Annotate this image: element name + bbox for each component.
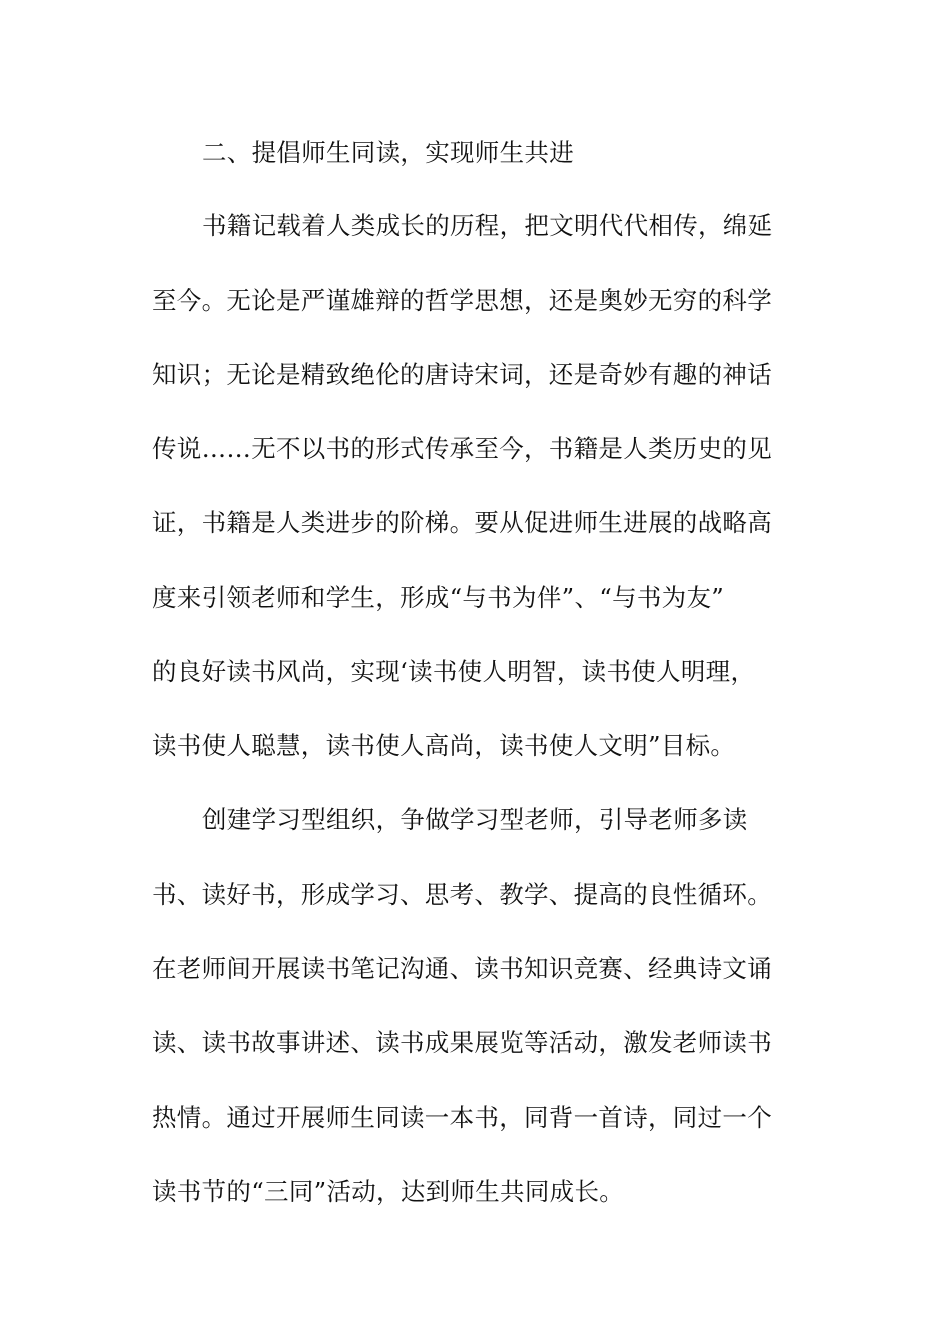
section-heading: 二、提倡师生同读，实现师生共进 <box>202 138 574 167</box>
paragraph-1-line-2: 至今。无论是严谨雄辩的哲学思想，还是奥妙无穷的科学 <box>152 286 772 315</box>
paragraph-1-line-6: 度来引领老师和学生，形成“与书为伴”、“与书为友” <box>152 583 725 612</box>
paragraph-2-line-4: 读、读书故事讲述、读书成果展览等活动，激发老师读书 <box>152 1028 772 1057</box>
paragraph-2-line-3: 在老师间开展读书笔记沟通、读书知识竞赛、经典诗文诵 <box>152 954 772 983</box>
paragraph-2-line-1: 创建学习型组织，争做学习型老师，引导老师多读 <box>202 805 748 834</box>
paragraph-2-line-5: 热情。通过开展师生同读一本书，同背一首诗，同过一个 <box>152 1103 772 1132</box>
paragraph-1-line-5: 证，书籍是人类进步的阶梯。要从促进师生进展的战略高 <box>152 508 772 537</box>
paragraph-1-line-1: 书籍记载着人类成长的历程，把文明代代相传，绵延 <box>202 211 773 240</box>
paragraph-2-line-6: 读书节的“三同”活动，达到师生共同成长。 <box>152 1177 625 1206</box>
paragraph-2-line-2: 书、读好书，形成学习、思考、教学、提高的良性循环。 <box>152 880 772 909</box>
paragraph-1-line-8: 读书使人聪慧，读书使人高尚，读书使人文明”目标。 <box>152 731 736 760</box>
paragraph-1-line-7: 的良好读书风尚，实现‘读书使人明智，读书使人明理， <box>152 657 756 686</box>
paragraph-1-line-3: 知识；无论是精致绝伦的唐诗宋词，还是奇妙有趣的神话 <box>152 360 772 389</box>
paragraph-1-line-4: 传说……无不以书的形式传承至今，书籍是人类历史的见 <box>152 434 772 463</box>
